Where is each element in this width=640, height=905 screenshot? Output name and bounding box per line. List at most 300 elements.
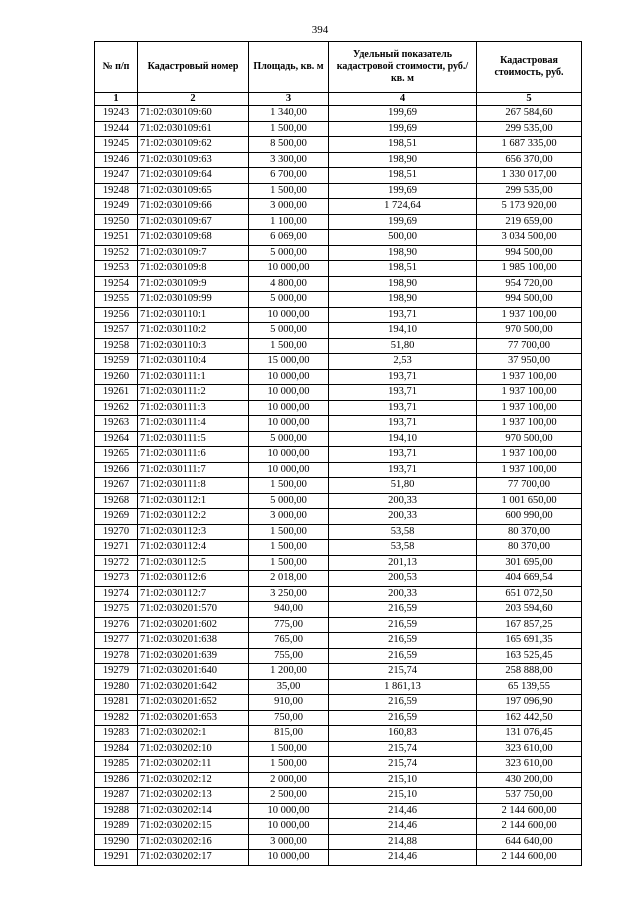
area-value: 10 000,00 (249, 850, 329, 866)
cadastral-value: 323 610,00 (477, 757, 582, 773)
cadastral-number: 71:02:030109:67 (138, 214, 249, 230)
specific-value: 215,74 (329, 757, 477, 773)
area-value: 3 000,00 (249, 199, 329, 215)
row-number: 19261 (95, 385, 138, 401)
area-value: 3 000,00 (249, 834, 329, 850)
row-number: 19286 (95, 772, 138, 788)
row-number: 19254 (95, 276, 138, 292)
area-value: 1 500,00 (249, 121, 329, 137)
cadastral-value: 1 937 100,00 (477, 447, 582, 463)
cadastral-number: 71:02:030202:12 (138, 772, 249, 788)
cadastral-number: 71:02:030111:7 (138, 462, 249, 478)
cadastral-value: 163 525,45 (477, 648, 582, 664)
row-number: 19290 (95, 834, 138, 850)
table-row (95, 431, 582, 447)
cadastral-value: 131 076,45 (477, 726, 582, 742)
cadastral-value: 1 937 100,00 (477, 385, 582, 401)
row-number: 19247 (95, 168, 138, 184)
specific-value: 198,51 (329, 261, 477, 277)
row-number: 19274 (95, 586, 138, 602)
column-number: 2 (138, 93, 249, 106)
cadastral-value: 301 695,00 (477, 555, 582, 571)
table-row (95, 416, 582, 432)
area-value: 10 000,00 (249, 416, 329, 432)
table-row (95, 369, 582, 385)
row-number: 19264 (95, 431, 138, 447)
specific-value: 216,59 (329, 617, 477, 633)
cadastral-value: 994 500,00 (477, 245, 582, 261)
table-row (95, 524, 582, 540)
specific-value: 2,53 (329, 354, 477, 370)
cadastral-number: 71:02:030110:3 (138, 338, 249, 354)
row-number: 19266 (95, 462, 138, 478)
specific-value: 193,71 (329, 385, 477, 401)
area-value: 10 000,00 (249, 307, 329, 323)
cadastral-value: 1 937 100,00 (477, 307, 582, 323)
area-value: 5 000,00 (249, 431, 329, 447)
table-row (95, 400, 582, 416)
area-value: 5 000,00 (249, 245, 329, 261)
row-number: 19245 (95, 137, 138, 153)
area-value: 8 500,00 (249, 137, 329, 153)
area-value: 1 500,00 (249, 555, 329, 571)
row-number: 19271 (95, 540, 138, 556)
table-row (95, 772, 582, 788)
cadastral-value: 1 937 100,00 (477, 400, 582, 416)
area-value: 1 500,00 (249, 524, 329, 540)
row-number: 19278 (95, 648, 138, 664)
cadastral-number: 71:02:030202:11 (138, 757, 249, 773)
table-row (95, 493, 582, 509)
table-row (95, 121, 582, 137)
row-number: 19289 (95, 819, 138, 835)
table-row (95, 726, 582, 742)
row-number: 19285 (95, 757, 138, 773)
row-number: 19257 (95, 323, 138, 339)
area-value: 2 500,00 (249, 788, 329, 804)
specific-value: 1 861,13 (329, 679, 477, 695)
row-number: 19249 (95, 199, 138, 215)
table-row (95, 307, 582, 323)
row-number: 19262 (95, 400, 138, 416)
cadastral-value: 77 700,00 (477, 338, 582, 354)
cadastral-value: 299 535,00 (477, 121, 582, 137)
cadastral-value: 2 144 600,00 (477, 803, 582, 819)
area-value: 3 250,00 (249, 586, 329, 602)
area-value: 3 000,00 (249, 509, 329, 525)
cadastral-number: 71:02:030109:99 (138, 292, 249, 308)
cadastral-value: 3 034 500,00 (477, 230, 582, 246)
table-row (95, 602, 582, 618)
table-row (95, 338, 582, 354)
specific-value: 198,90 (329, 292, 477, 308)
specific-value: 199,69 (329, 214, 477, 230)
specific-value: 200,33 (329, 586, 477, 602)
area-value: 15 000,00 (249, 354, 329, 370)
cadastral-number: 71:02:030110:4 (138, 354, 249, 370)
row-number: 19246 (95, 152, 138, 168)
cadastral-number: 71:02:030112:2 (138, 509, 249, 525)
cadastral-value: 65 139,55 (477, 679, 582, 695)
row-number: 19279 (95, 664, 138, 680)
cadastral-value: 970 500,00 (477, 323, 582, 339)
table-row (95, 245, 582, 261)
cadastral-value: 537 750,00 (477, 788, 582, 804)
specific-value: 214,46 (329, 819, 477, 835)
cadastral-value: 1 330 017,00 (477, 168, 582, 184)
cadastral-value: 1 001 650,00 (477, 493, 582, 509)
row-number: 19255 (95, 292, 138, 308)
area-value: 6 700,00 (249, 168, 329, 184)
row-number: 19243 (95, 106, 138, 122)
table-row (95, 323, 582, 339)
cadastral-value: 1 687 335,00 (477, 137, 582, 153)
specific-value: 214,46 (329, 803, 477, 819)
cadastral-value: 1 985 100,00 (477, 261, 582, 277)
cadastral-value: 651 072,50 (477, 586, 582, 602)
specific-value: 216,59 (329, 633, 477, 649)
row-number: 19248 (95, 183, 138, 199)
table-row (95, 385, 582, 401)
specific-value: 500,00 (329, 230, 477, 246)
cadastral-value: 2 144 600,00 (477, 850, 582, 866)
table-row (95, 679, 582, 695)
table-row (95, 276, 582, 292)
cadastral-number: 71:02:030201:642 (138, 679, 249, 695)
specific-value: 193,71 (329, 416, 477, 432)
table-row (95, 586, 582, 602)
area-value: 750,00 (249, 710, 329, 726)
area-value: 3 300,00 (249, 152, 329, 168)
specific-value: 198,51 (329, 137, 477, 153)
column-number: 3 (249, 93, 329, 106)
table-row (95, 292, 582, 308)
row-number: 19276 (95, 617, 138, 633)
area-value: 1 100,00 (249, 214, 329, 230)
row-number: 19258 (95, 338, 138, 354)
specific-value: 215,74 (329, 741, 477, 757)
cadastral-value: 430 200,00 (477, 772, 582, 788)
cadastral-number: 71:02:030112:4 (138, 540, 249, 556)
table-row (95, 695, 582, 711)
specific-value: 193,71 (329, 400, 477, 416)
cadastral-number: 71:02:030111:3 (138, 400, 249, 416)
area-value: 765,00 (249, 633, 329, 649)
table-body (95, 106, 582, 866)
row-number: 19251 (95, 230, 138, 246)
specific-value: 193,71 (329, 462, 477, 478)
table-row (95, 168, 582, 184)
specific-value: 214,46 (329, 850, 477, 866)
cadastral-value: 80 370,00 (477, 524, 582, 540)
specific-value: 216,59 (329, 602, 477, 618)
area-value: 35,00 (249, 679, 329, 695)
specific-value: 216,59 (329, 710, 477, 726)
area-value: 6 069,00 (249, 230, 329, 246)
area-value: 1 500,00 (249, 741, 329, 757)
cadastral-value: 404 669,54 (477, 571, 582, 587)
area-value: 10 000,00 (249, 462, 329, 478)
area-value: 5 000,00 (249, 323, 329, 339)
table-row (95, 648, 582, 664)
cadastral-value: 258 888,00 (477, 664, 582, 680)
row-number: 19252 (95, 245, 138, 261)
cadastral-number: 71:02:030111:4 (138, 416, 249, 432)
cadastral-value-table (94, 41, 582, 866)
area-value: 815,00 (249, 726, 329, 742)
specific-value: 53,58 (329, 524, 477, 540)
table-row (95, 617, 582, 633)
specific-value: 199,69 (329, 183, 477, 199)
area-value: 10 000,00 (249, 803, 329, 819)
cadastral-number: 71:02:030112:3 (138, 524, 249, 540)
header-cadastral-number: Кадастровый номер (138, 42, 249, 93)
cadastral-number: 71:02:030109:64 (138, 168, 249, 184)
area-value: 755,00 (249, 648, 329, 664)
table-row (95, 214, 582, 230)
row-number: 19269 (95, 509, 138, 525)
cadastral-value: 80 370,00 (477, 540, 582, 556)
cadastral-number: 71:02:030201:602 (138, 617, 249, 633)
header-specific-value: Удельный показатель кадастровой стоимости, руб./кв. м (329, 42, 477, 93)
column-number: 4 (329, 93, 477, 106)
area-value: 910,00 (249, 695, 329, 711)
cadastral-value: 37 950,00 (477, 354, 582, 370)
row-number: 19281 (95, 695, 138, 711)
specific-value: 200,33 (329, 509, 477, 525)
specific-value: 198,90 (329, 152, 477, 168)
area-value: 775,00 (249, 617, 329, 633)
cadastral-number: 71:02:030111:5 (138, 431, 249, 447)
cadastral-number: 71:02:030201:639 (138, 648, 249, 664)
row-number: 19244 (95, 121, 138, 137)
cadastral-number: 71:02:030109:60 (138, 106, 249, 122)
cadastral-value: 1 937 100,00 (477, 462, 582, 478)
cadastral-number: 71:02:030109:65 (138, 183, 249, 199)
cadastral-number: 71:02:030201:652 (138, 695, 249, 711)
table-row (95, 447, 582, 463)
table-row (95, 555, 582, 571)
specific-value: 1 724,64 (329, 199, 477, 215)
area-value: 10 000,00 (249, 819, 329, 835)
area-value: 1 500,00 (249, 540, 329, 556)
column-number: 1 (95, 93, 138, 106)
area-value: 2 000,00 (249, 772, 329, 788)
row-number: 19259 (95, 354, 138, 370)
cadastral-number: 71:02:030201:653 (138, 710, 249, 726)
specific-value: 215,10 (329, 772, 477, 788)
specific-value: 199,69 (329, 106, 477, 122)
cadastral-value: 970 500,00 (477, 431, 582, 447)
specific-value: 216,59 (329, 695, 477, 711)
table-row (95, 199, 582, 215)
specific-value: 215,74 (329, 664, 477, 680)
cadastral-value: 1 937 100,00 (477, 369, 582, 385)
area-value: 2 018,00 (249, 571, 329, 587)
cadastral-number: 71:02:030111:8 (138, 478, 249, 494)
table-row (95, 137, 582, 153)
cadastral-value: 656 370,00 (477, 152, 582, 168)
cadastral-number: 71:02:030202:15 (138, 819, 249, 835)
table-row (95, 834, 582, 850)
table-row (95, 540, 582, 556)
area-value: 5 000,00 (249, 493, 329, 509)
column-number: 5 (477, 93, 582, 106)
specific-value: 53,58 (329, 540, 477, 556)
area-value: 1 500,00 (249, 338, 329, 354)
header-area: Площадь, кв. м (249, 42, 329, 93)
cadastral-number: 71:02:030109:62 (138, 137, 249, 153)
cadastral-number: 71:02:030112:7 (138, 586, 249, 602)
cadastral-number: 71:02:030202:17 (138, 850, 249, 866)
cadastral-number: 71:02:030109:9 (138, 276, 249, 292)
row-number: 19287 (95, 788, 138, 804)
specific-value: 198,90 (329, 245, 477, 261)
cadastral-number: 71:02:030201:638 (138, 633, 249, 649)
specific-value: 215,10 (329, 788, 477, 804)
cadastral-number: 71:02:030110:1 (138, 307, 249, 323)
row-number: 19253 (95, 261, 138, 277)
table-row (95, 710, 582, 726)
area-value: 10 000,00 (249, 261, 329, 277)
specific-value: 200,33 (329, 493, 477, 509)
cadastral-value: 5 173 920,00 (477, 199, 582, 215)
cadastral-value: 994 500,00 (477, 292, 582, 308)
specific-value: 193,71 (329, 307, 477, 323)
cadastral-value: 267 584,60 (477, 106, 582, 122)
cadastral-number: 71:02:030111:2 (138, 385, 249, 401)
cadastral-number: 71:02:030112:1 (138, 493, 249, 509)
area-value: 5 000,00 (249, 292, 329, 308)
area-value: 10 000,00 (249, 447, 329, 463)
row-number: 19265 (95, 447, 138, 463)
cadastral-value: 299 535,00 (477, 183, 582, 199)
cadastral-value: 1 937 100,00 (477, 416, 582, 432)
cadastral-number: 71:02:030202:1 (138, 726, 249, 742)
cadastral-number: 71:02:030111:6 (138, 447, 249, 463)
specific-value: 201,13 (329, 555, 477, 571)
cadastral-number: 71:02:030112:5 (138, 555, 249, 571)
row-number: 19288 (95, 803, 138, 819)
specific-value: 200,53 (329, 571, 477, 587)
specific-value: 194,10 (329, 431, 477, 447)
table-row (95, 106, 582, 122)
cadastral-value: 77 700,00 (477, 478, 582, 494)
cadastral-number: 71:02:030109:8 (138, 261, 249, 277)
table-row (95, 152, 582, 168)
specific-value: 194,10 (329, 323, 477, 339)
cadastral-number: 71:02:030109:7 (138, 245, 249, 261)
row-number: 19291 (95, 850, 138, 866)
cadastral-number: 71:02:030112:6 (138, 571, 249, 587)
cadastral-value: 165 691,35 (477, 633, 582, 649)
row-number: 19283 (95, 726, 138, 742)
cadastral-number: 71:02:030109:61 (138, 121, 249, 137)
row-number: 19273 (95, 571, 138, 587)
cadastral-value: 203 594,60 (477, 602, 582, 618)
specific-value: 193,71 (329, 369, 477, 385)
header-cadastral-value: Кадастровая стоимость, руб. (477, 42, 582, 93)
table-row (95, 850, 582, 866)
row-number: 19275 (95, 602, 138, 618)
area-value: 1 500,00 (249, 183, 329, 199)
table-row (95, 633, 582, 649)
cadastral-value: 167 857,25 (477, 617, 582, 633)
specific-value: 51,80 (329, 338, 477, 354)
specific-value: 199,69 (329, 121, 477, 137)
specific-value: 198,51 (329, 168, 477, 184)
area-value: 940,00 (249, 602, 329, 618)
specific-value: 198,90 (329, 276, 477, 292)
specific-value: 214,88 (329, 834, 477, 850)
row-number: 19256 (95, 307, 138, 323)
area-value: 1 340,00 (249, 106, 329, 122)
table-row (95, 757, 582, 773)
table-row (95, 462, 582, 478)
cadastral-value: 219 659,00 (477, 214, 582, 230)
cadastral-number: 71:02:030202:14 (138, 803, 249, 819)
table-row (95, 261, 582, 277)
cadastral-value: 323 610,00 (477, 741, 582, 757)
cadastral-value: 197 096,90 (477, 695, 582, 711)
cadastral-value: 600 990,00 (477, 509, 582, 525)
table-row (95, 354, 582, 370)
specific-value: 160,83 (329, 726, 477, 742)
cadastral-value: 2 144 600,00 (477, 819, 582, 835)
area-value: 1 500,00 (249, 478, 329, 494)
table-row (95, 230, 582, 246)
row-number: 19263 (95, 416, 138, 432)
table-row (95, 741, 582, 757)
cadastral-number: 71:02:030110:2 (138, 323, 249, 339)
header-number: № п/п (95, 42, 138, 93)
table-row (95, 819, 582, 835)
table-row (95, 803, 582, 819)
row-number: 19272 (95, 555, 138, 571)
cadastral-number: 71:02:030109:68 (138, 230, 249, 246)
cadastral-number: 71:02:030109:66 (138, 199, 249, 215)
specific-value: 51,80 (329, 478, 477, 494)
table-row (95, 183, 582, 199)
row-number: 19268 (95, 493, 138, 509)
area-value: 1 500,00 (249, 757, 329, 773)
cadastral-value: 162 442,50 (477, 710, 582, 726)
table-row (95, 664, 582, 680)
page-number: 394 (311, 24, 329, 36)
table-row (95, 571, 582, 587)
table-header-row (95, 42, 582, 93)
area-value: 10 000,00 (249, 400, 329, 416)
cadastral-number: 71:02:030202:10 (138, 741, 249, 757)
area-value: 10 000,00 (249, 385, 329, 401)
cadastral-number: 71:02:030201:570 (138, 602, 249, 618)
row-number: 19260 (95, 369, 138, 385)
area-value: 4 800,00 (249, 276, 329, 292)
column-number-row (95, 93, 582, 106)
table-row (95, 788, 582, 804)
row-number: 19282 (95, 710, 138, 726)
cadastral-number: 71:02:030201:640 (138, 664, 249, 680)
table-row (95, 478, 582, 494)
cadastral-value: 644 640,00 (477, 834, 582, 850)
cadastral-number: 71:02:030202:13 (138, 788, 249, 804)
row-number: 19250 (95, 214, 138, 230)
row-number: 19280 (95, 679, 138, 695)
row-number: 19267 (95, 478, 138, 494)
cadastral-value: 954 720,00 (477, 276, 582, 292)
cadastral-number: 71:02:030111:1 (138, 369, 249, 385)
cadastral-number: 71:02:030109:63 (138, 152, 249, 168)
